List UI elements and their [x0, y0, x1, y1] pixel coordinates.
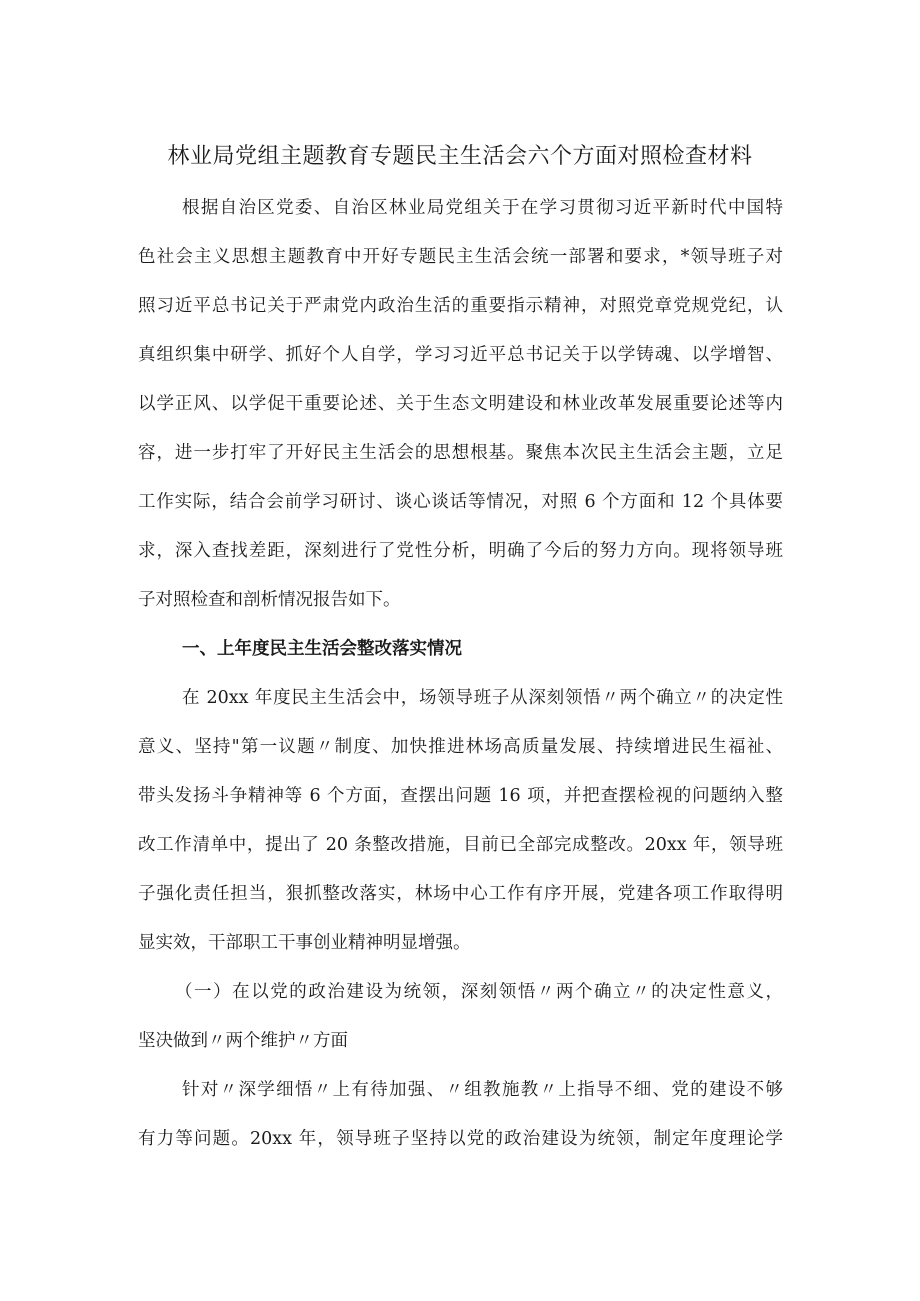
subsection-body-line-1: 针对〃深学细悟〃上有待加强、〃组教施教〃上指导不细、党的建设不够 — [182, 1080, 783, 1100]
intro-line-1: 根据自治区党委、自治区林业局党组关于在学习贯彻习近平新时代中国特 — [182, 198, 783, 218]
subsection-body-line-2: 有力等问题。20xx 年，领导班子坚持以党的政治建设为统领，制定年度理论学 — [138, 1129, 783, 1149]
intro-line-4: 真组织集中研学、抓好个人自学，学习习近平总书记关于以学铸魂、以学增智、 — [138, 345, 783, 365]
section1-line-4: 改工作清单中，提出了 20 条整改措施，目前已全部完成整改。20xx 年，领导班 — [138, 835, 783, 855]
section1-line-3: 带头发扬斗争精神等 6 个方面，查摆出问题 16 项，并把查摆检视的问题纳入整 — [138, 786, 783, 806]
intro-line-3: 照习近平总书记关于严肃党内政治生活的重要指示精神，对照党章党规党纪，认 — [138, 296, 783, 316]
section1-line-6: 显实效，干部职工干事创业精神明显增强。 — [138, 933, 471, 953]
section1-line-5: 子强化责任担当，狠抓整改落实，林场中心工作有序开展，党建各项工作取得明 — [138, 884, 783, 904]
subsection-heading-line-1: （一）在以党的政治建设为统领，深刻领悟〃两个确立〃的决定性意义， — [175, 982, 783, 1002]
intro-line-2: 色社会主义思想主题教育中开好专题民主生活会统一部署和要求，*领导班子对 — [138, 247, 783, 267]
intro-line-7: 工作实际，结合会前学习研讨、谈心谈话等情况，对照 6 个方面和 12 个具体要 — [138, 492, 783, 512]
section1-line-1: 在 20xx 年度民主生活会中，场领导班子从深刻领悟〃两个确立〃的决定性 — [182, 688, 783, 708]
intro-line-8: 求，深入查找差距，深刻进行了党性分析，明确了今后的努力方向。现将领导班 — [138, 541, 783, 561]
subsection-heading-line-2: 坚决做到〃两个维护〃方面 — [138, 1031, 348, 1051]
document-title: 林业局党组主题教育专题民主生活会六个方面对照检查材料 — [167, 144, 753, 169]
intro-line-6: 容，进一步打牢了开好民主生活会的思想根基。聚焦本次民主生活会主题，立足 — [138, 443, 783, 463]
intro-line-9: 子对照检查和剖析情况报告如下。 — [138, 590, 401, 610]
intro-line-5: 以学正风、以学促干重要论述、关于生态文明建设和林业改革发展重要论述等内 — [138, 394, 783, 414]
section1-line-2: 意义、坚持"第一议题〃制度、加快推进林场高质量发展、持续增进民生福祉、 — [138, 737, 783, 757]
section-heading-1: 一、上年度民主生活会整改落实情况 — [182, 639, 462, 659]
